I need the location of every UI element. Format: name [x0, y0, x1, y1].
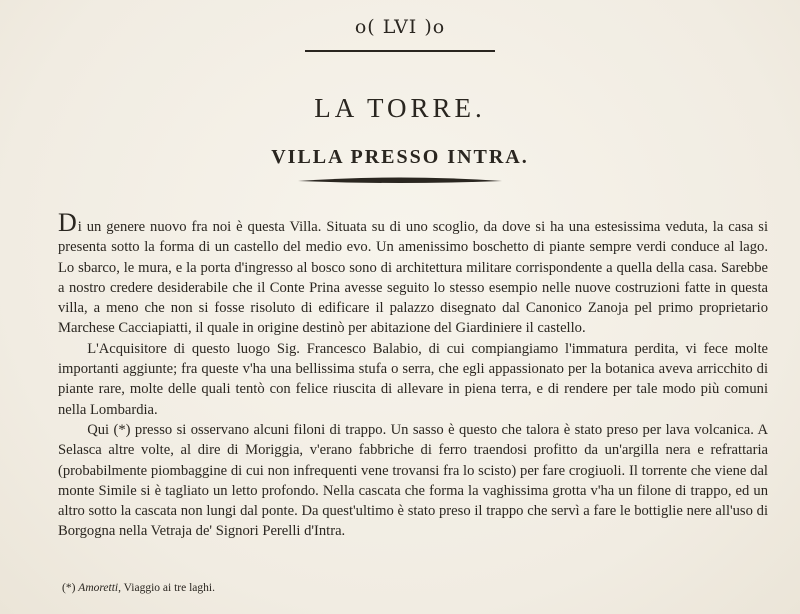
header-rule: [305, 50, 495, 52]
paragraph-2: L'Acquisitore di questo luogo Sig. Francesco Balabio, di cui compiangiamo l'immatura perdita, vi fece molte importanti aggiunte; fra queste v'ha una bellissima stufa o serra, che egli appassionato per la botanica aveva arricchito di piante rare, molte delle quali tentò con felice riuscita di allevare in piena terra, e di rendere per tale modo più comuni nella Lombardia.: [58, 340, 768, 418]
footnote-text: , Viaggio ai tre laghi.: [118, 582, 215, 594]
drop-cap: D: [58, 208, 77, 237]
footnote-author: Amoretti: [78, 582, 119, 594]
page-title: LA TORRE.: [314, 93, 486, 123]
paragraph-3: Qui (*) presso si osservano alcuni filoni di trappo. Un sasso è questo che talora è stato preso per lava volcanica. A Selasca altre volte, al dire di Moriggia, v'erano fabbriche di ferro traendosi profitto da un'argilla nera e refrattaria (probabilmente piombaggine di cui non infrequenti vene trovansi fra lo scisto) per fare crogiuoli. Il torrente che viene dal monte Simile si è tagliato un letto profondo. Nella cascata che forma la vaghissima grotta v'ha un filone di trappo, ed un altro sotto la cascata non lungi dal ponte. Da quest'ultimo è stato preso il trappo che servì a fare le bottiglie nere all'uso di Borgogna nella Vetraja de' Signori Perelli d'Intra.: [58, 421, 768, 540]
paragraph-1-text: i un genere nuovo fra noi è questa Villa. Situata su di uno scoglio, da dove si ha una estesissima veduta, la casa si presenta sotto la forma di un castello del medio evo. Un amenissimo boschetto di piante sempre verdi conduce al lago. Lo sbarco, le mura, e la porta d'ingresso al bosco sono di architettura militare corrispondente a quella della casa. Sarebbe a nostro credere desiderabile che il Conte Prina avesse seguito lo stesso esempio nelle nuove costruzioni fatte in questa villa, a meno che non si fosse risoluto di edificare il palazzo disegnato dal Canonico Zanoja pel primo proprietario Marchese Cacciapiatti, il quale in origine destinò per abitazione del Giardiniere il castello.: [58, 219, 768, 337]
paragraph-1: [58, 208, 768, 339]
footnote-mark: (*): [62, 582, 76, 594]
footnote: [62, 582, 215, 594]
title-ornament-icon: [296, 175, 504, 187]
page-number: o( LVI )o: [354, 16, 446, 38]
page-subtitle: VILLA PRESSO INTRA.: [271, 146, 529, 168]
article-body: [58, 208, 768, 542]
